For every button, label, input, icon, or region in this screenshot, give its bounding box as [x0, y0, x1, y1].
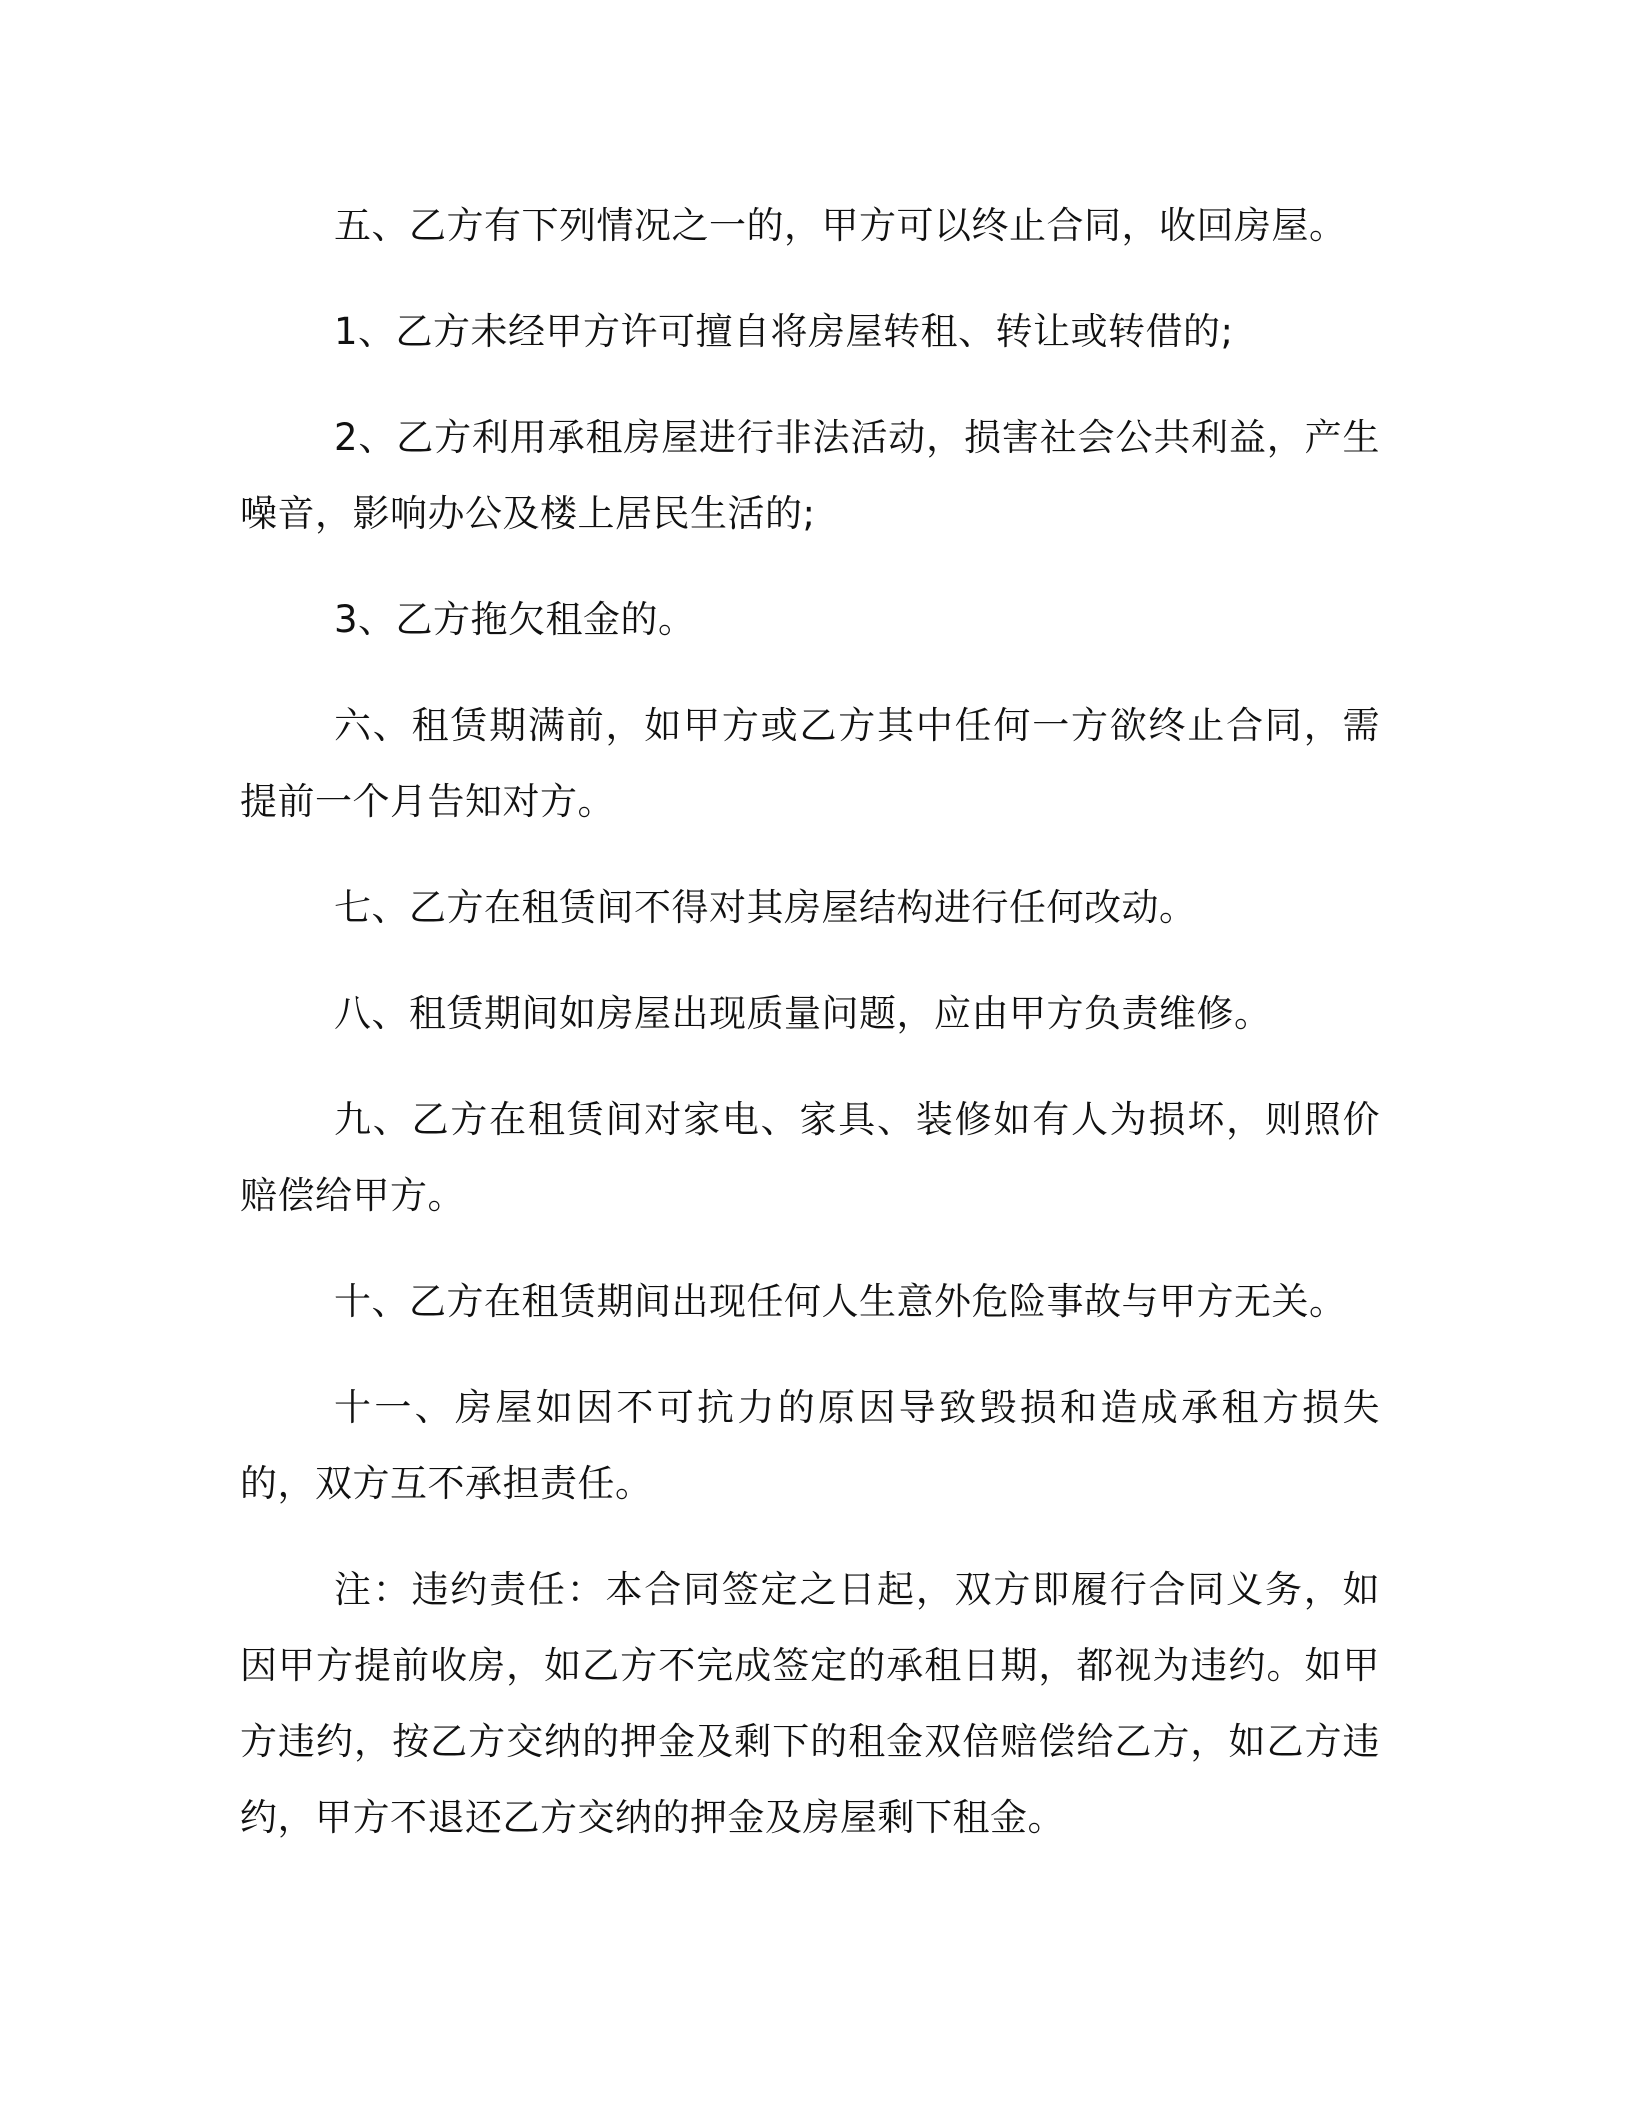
clause-11: 十一、房屋如因不可抗力的原因导致毁损和造成承租方损失的，双方互不承担责任。: [240, 1386, 1380, 1505]
clause-8: 八、租赁期间如房屋出现质量问题，应由甲方负责维修。: [334, 992, 1272, 1035]
clause-5: 五、乙方有下列情况之一的，甲方可以终止合同，收回房屋。: [334, 204, 1347, 247]
clause-5-item-2: 2、乙方利用承租房屋进行非法活动，损害社会公共利益，产生噪音，影响办公及楼上居民生活的;: [240, 416, 1380, 535]
clause-9: 九、乙方在租赁间对家电、家具、装修如有人为损坏，则照价赔偿给甲方。: [240, 1098, 1380, 1217]
clause-5-item-1: 1、乙方未经甲方许可擅自将房屋转租、转让或转借的;: [334, 310, 1234, 353]
clause-10: 十、乙方在租赁期间出现任何人生意外危险事故与甲方无关。: [334, 1280, 1347, 1323]
clause-6: 六、租赁期满前，如甲方或乙方其中任何一方欲终止合同，需提前一个月告知对方。: [240, 704, 1380, 823]
clause-7: 七、乙方在租赁间不得对其房屋结构进行任何改动。: [334, 886, 1197, 929]
clause-5-item-3: 3、乙方拖欠租金的。: [334, 598, 696, 641]
contract-body: [240, 188, 1380, 1886]
breach-liability-note: 注：违约责任：本合同签定之日起，双方即履行合同义务，如因甲方提前收房，如乙方不完成签定的承租日期，都视为违约。如甲方违约，按乙方交纳的押金及剩下的租金双倍赔偿给乙方，如乙方违约，甲方不退还乙方交纳的押金及房屋剩下租金。: [240, 1568, 1380, 1839]
